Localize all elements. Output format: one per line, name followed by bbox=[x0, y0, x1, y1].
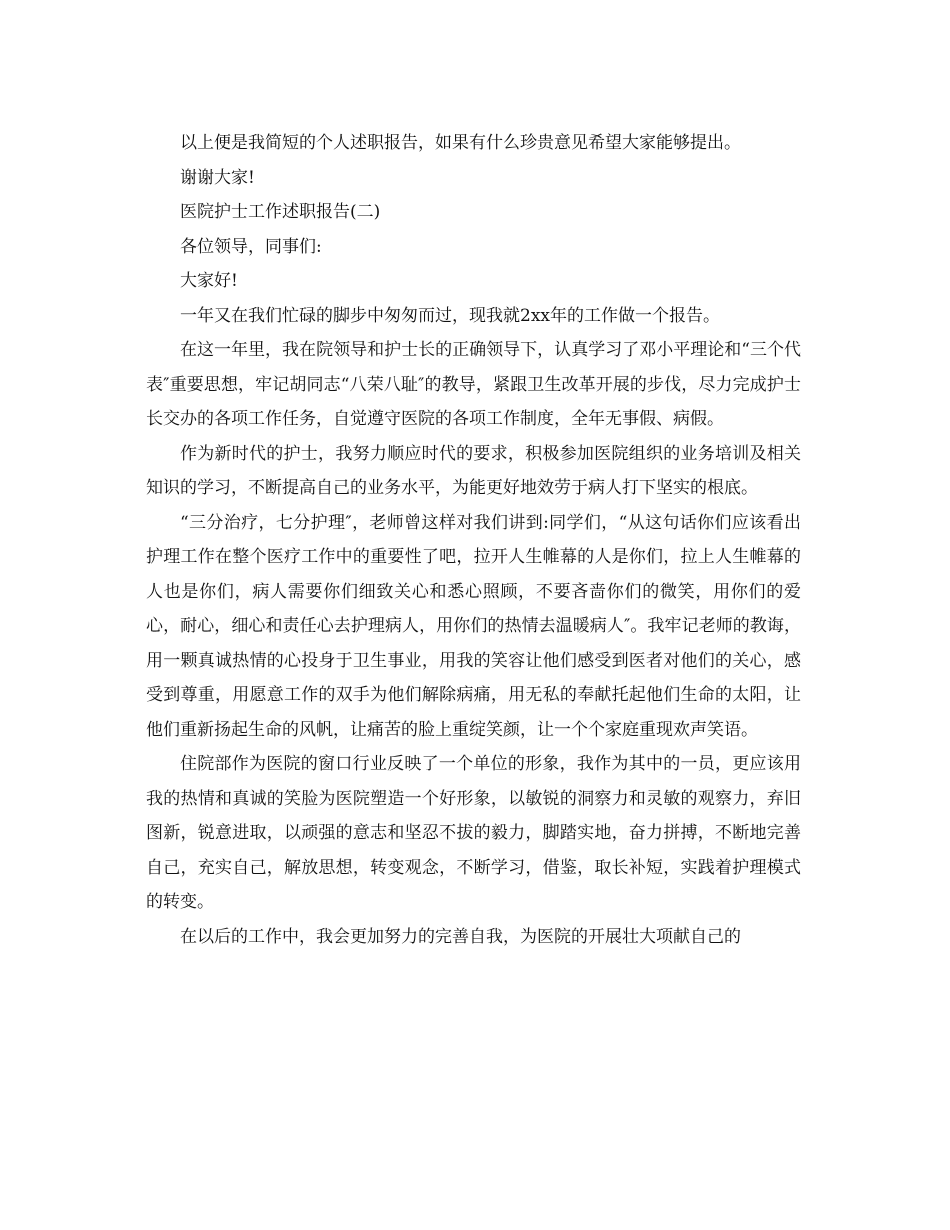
paragraph-study: 在这一年里，我在院领导和护士长的正确领导下，认真学习了邓小平理论和“三个代表″重要思想，牢记胡同志“八荣八耻″的教导，紧跟卫生改革开展的步伐，尽力完成护士长交办的各项工作任务，自觉遵守医院的各项工作制度，全年无事假、病假。 bbox=[146, 340, 801, 429]
paragraph-future-work: 在以后的工作中，我会更加努力的完善自我，为医院的开展壮大项献自己的 bbox=[180, 926, 741, 947]
paragraph-salutation: 各位领导，同事们: bbox=[180, 236, 322, 257]
paragraph-thanks: 谢谢大家! bbox=[180, 167, 255, 188]
paragraph-closing-remark: 以上便是我简短的个人述职报告，如果有什么珍贵意见希望大家能够提出。 bbox=[180, 133, 741, 153]
section-title: 医院护士工作述职报告(二) bbox=[180, 202, 381, 222]
document-body bbox=[146, 126, 801, 954]
paragraph-greeting: 大家好! bbox=[180, 271, 238, 291]
paragraph-training: 作为新时代的护士，我努力顺应时代的要求，积极参加医院组织的业务培训及相关知识的学习，不断提高自己的业务水平，为能更好地效劳于病人打下坚实的根底。 bbox=[146, 443, 801, 498]
paragraph-inpatient-dept: 住院部作为医院的窗口行业反映了一个单位的形象，我作为其中的一员，更应该用我的热情和真诚的笑脸为医院塑造一个好形象，以敏锐的洞察力和灵敏的观察力，弃旧图新，锐意进取，以顽强的意志和坚忍不拔的毅力，脚踏实地，奋力拼搏，不断地完善自己，充实自己，解放思想，转变观念，不断学习，借鉴，取长补短，实践着护理模式的转变。 bbox=[146, 754, 801, 912]
paragraph-nursing-quote: “三分治疗，七分护理″，老师曾这样对我们讲到:同学们，“从这句话你们应该看出护理工作在整个医疗工作中的重要性了吧，拉开人生帷幕的人是你们，拉上人生帷幕的人也是你们，病人需要你们细致关心和悉心照顾，不要吝啬你们的微笑，用你们的爱心，耐心，细心和责任心去护理病人，用你们的热情去温暖病人″。我牢记老师的教诲，用一颗真诚热情的心投身于卫生事业，用我的笑容让他们感受到医者对他们的关心，感受到尊重，用愿意工作的双手为他们解除病痛，用无私的奉献托起他们生命的太阳，让他们重新扬起生命的风帆，让痛苦的脸上重绽笑颜，让一个个家庭重现欢声笑语。 bbox=[146, 512, 801, 740]
paragraph-intro: 一年又在我们忙碌的脚步中匆匆而过，现我就2xx年的工作做一个报告。 bbox=[180, 305, 720, 326]
